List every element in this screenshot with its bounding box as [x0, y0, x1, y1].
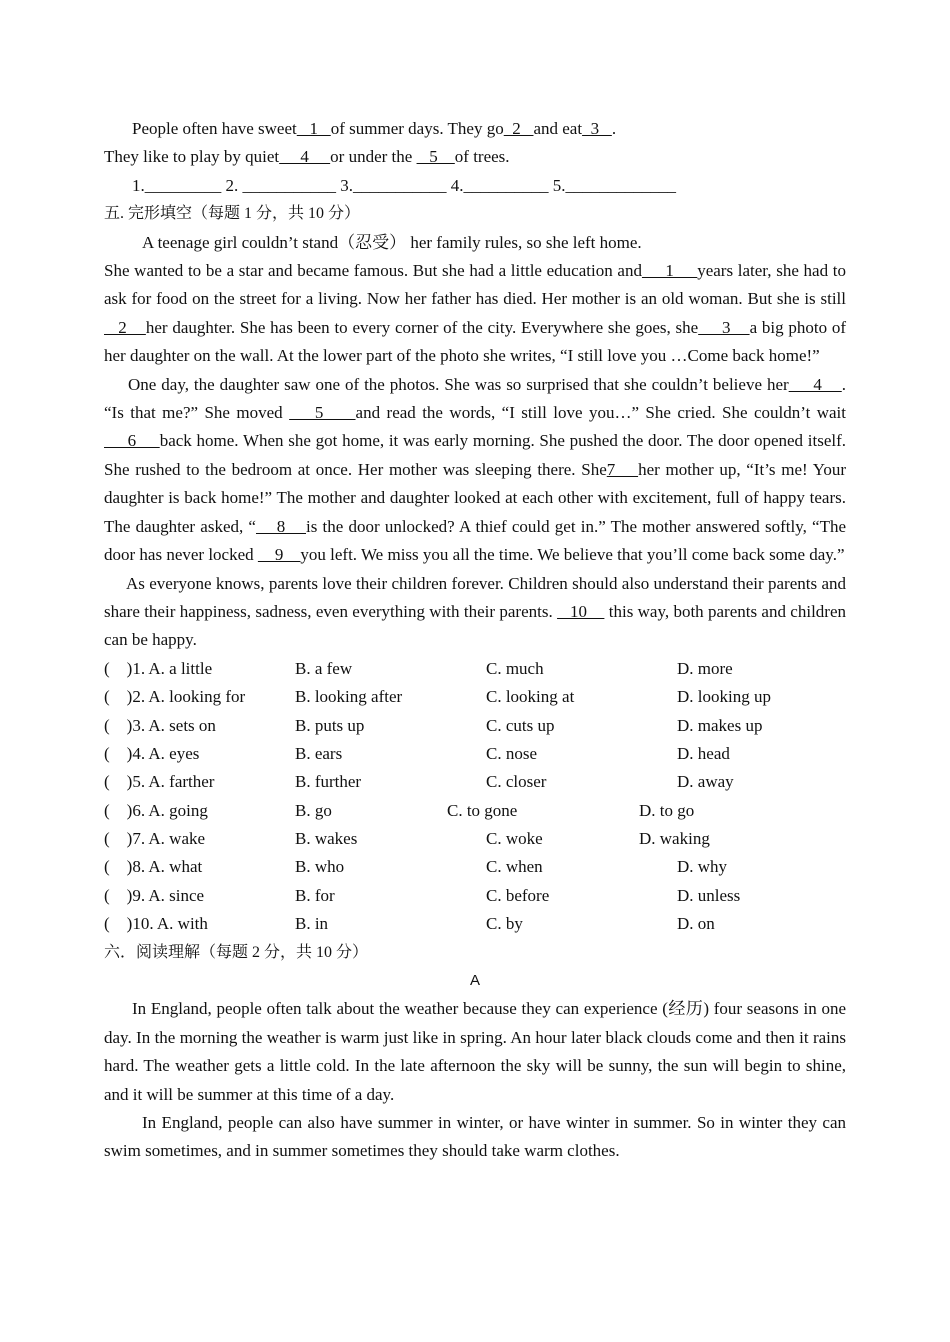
option-row: [104, 853, 846, 881]
option-row: [104, 910, 846, 938]
blank-1: 1: [296, 119, 331, 138]
option-a: ( )1. A. a little: [104, 658, 213, 678]
option-c: C. nose: [486, 743, 537, 763]
blank-5: 5: [416, 147, 455, 167]
cloze-blank-5: 5: [289, 403, 356, 423]
option-a: ( )2. A. looking for: [104, 687, 246, 707]
cloze-blank-8: 8: [255, 516, 306, 536]
option-a: ( )8. A. what: [104, 857, 203, 877]
option-c: C. looking at: [486, 687, 575, 707]
text: or under the: [330, 147, 417, 167]
text: this way, both parents and children can be happy.: [104, 601, 847, 650]
cloze-blank-1: 1: [641, 261, 698, 281]
text: They like to play by quiet: [104, 147, 280, 167]
option-row: [104, 655, 846, 683]
fill-line-1: [104, 115, 846, 143]
option-d: D. away: [677, 772, 734, 792]
option-d: D. why: [677, 857, 728, 877]
option-c: C. by: [486, 914, 523, 934]
cloze-blank-7: 7: [606, 459, 639, 479]
option-a: ( )5. A. farther: [104, 772, 215, 792]
option-c: C. to gone: [447, 800, 518, 820]
cloze-blank-6: 6: [104, 431, 160, 451]
option-c: C. much: [486, 658, 544, 678]
option-b: B. ears: [295, 743, 343, 763]
option-a: ( )6. A. going: [104, 800, 208, 820]
cloze-para-1b: [104, 257, 846, 371]
option-a: ( )10. A. with: [104, 914, 208, 934]
blank-2: 2: [503, 119, 534, 138]
option-b: B. who: [295, 857, 345, 877]
option-d: D. head: [677, 743, 730, 763]
option-a: ( )7. A. wake: [104, 829, 206, 849]
option-row: [104, 740, 846, 768]
option-d: D. unless: [677, 885, 741, 905]
option-c: C. when: [486, 857, 543, 877]
section-6-title: 六．阅读理解（每题 2 分，共 10 分）: [104, 943, 369, 961]
option-b: B. further: [295, 772, 362, 792]
option-c: C. closer: [486, 772, 547, 792]
option-b: B. in: [295, 914, 329, 934]
option-d: D. on: [677, 914, 715, 934]
option-d: D. waking: [639, 829, 710, 849]
text: you left. We miss you all the time. We believe that you’ll come back some day.”: [300, 545, 845, 565]
option-b: B. a few: [295, 658, 353, 678]
option-row: [104, 768, 846, 796]
text: of trees.: [454, 147, 510, 167]
reading-para-1: In England, people often talk about the weather because they can experience (经历) four seasons in one day. In the morning the weather is warm just like in spring. An hour later black clouds come and then it rains hard. The weather gets a little cold. In the late afternoon the sky will be sunny, the sun will begin to shine, and it will be summer at this time of a day.: [104, 999, 846, 1104]
blank-3: 3: [582, 119, 612, 138]
text: As everyone knows, parents love their children forever. Children should also understand their parents and share their happiness, sadness, even everything with their parents.: [104, 573, 846, 621]
option-b: B. for: [295, 885, 335, 905]
passage-label: A: [469, 972, 480, 990]
text: her daughter. She has been to every corner of the city. Everywhere she goes, she: [145, 317, 699, 337]
option-row: [104, 683, 846, 711]
option-row: [104, 825, 846, 853]
text: her mother up, “It’s me! Your daughter is back home!” The mother and daughter looked at each other with excitement, full of happy tears. The daughter asked, “: [104, 459, 846, 536]
option-row: [104, 712, 846, 740]
option-b: B. puts up: [295, 715, 365, 735]
option-a: ( )9. A. since: [104, 885, 205, 905]
cloze-para-2: [104, 371, 846, 570]
cloze-para-3: [104, 570, 846, 655]
text: She wanted to be a star and became famous. But she had a little education and: [104, 261, 642, 281]
reading-para-2: In England, people can also have summer in winter, or have winter in summer. So in winter they can swim sometimes, and in summer sometimes they should take warm clothes.: [104, 1113, 846, 1161]
text: .: [611, 119, 617, 138]
option-b: B. wakes: [295, 829, 358, 849]
option-c: C. before: [486, 885, 550, 905]
text: back home. When she got home, it was early morning. She pushed the door. The door opened itself. She rushed to the bedroom at once. Her mother was sleeping there. She: [104, 431, 846, 479]
cloze-blank-3: 3: [698, 317, 750, 337]
option-d: D. to go: [639, 800, 695, 820]
option-row: [104, 797, 846, 825]
cloze-blank-4: 4: [788, 374, 842, 394]
text: years later, she had to ask for food on the street for a living. Now her father has died. Her mother is an old woman. But she is still: [104, 261, 846, 309]
option-d: D. looking up: [677, 687, 771, 707]
option-d: D. makes up: [677, 715, 763, 735]
cloze-para-1a: A teenage girl couldn’t stand（忍受） her family rules, so she left home.: [142, 232, 642, 252]
answer-blanks: 1._________ 2. ___________ 3.___________ 4.__________ 5._____________: [132, 175, 676, 195]
exam-page: [104, 115, 846, 1166]
text: of summer days. They go: [330, 119, 504, 138]
option-a: ( )4. A. eyes: [104, 743, 200, 763]
cloze-blank-10: 10: [557, 601, 605, 621]
text: is the door unlocked? A thief could get in.” The mother answered softly, “The door has never locked: [104, 516, 847, 565]
option-row: [104, 882, 846, 910]
option-d: D. more: [677, 658, 733, 678]
text: and eat: [533, 119, 583, 138]
option-b: B. go: [295, 800, 332, 820]
text: and read the words, “I still love you…” She cried. She couldn’t wait: [355, 403, 846, 423]
option-a: ( )3. A. sets on: [104, 715, 216, 735]
option-b: B. looking after: [295, 687, 403, 707]
text: . “Is that me?” She moved: [104, 374, 846, 423]
cloze-blank-9: 9: [257, 545, 301, 565]
text: People often have sweet: [132, 119, 297, 138]
text: One day, the daughter saw one of the photos. She was so surprised that she couldn’t believe her: [128, 374, 789, 394]
option-c: C. woke: [486, 829, 543, 849]
options-list: [104, 655, 846, 939]
option-c: C. cuts up: [486, 715, 555, 735]
cloze-blank-2: 2: [104, 317, 146, 337]
section-5-title: 五. 完形填空（每题 1 分，共 10 分）: [104, 205, 361, 223]
fill-line-2: [104, 143, 846, 171]
text: a big photo of her daughter on the wall. At the lower part of the photo she writes, “I still love you …Come back home!”: [104, 317, 847, 366]
blank-4: 4: [279, 147, 331, 167]
